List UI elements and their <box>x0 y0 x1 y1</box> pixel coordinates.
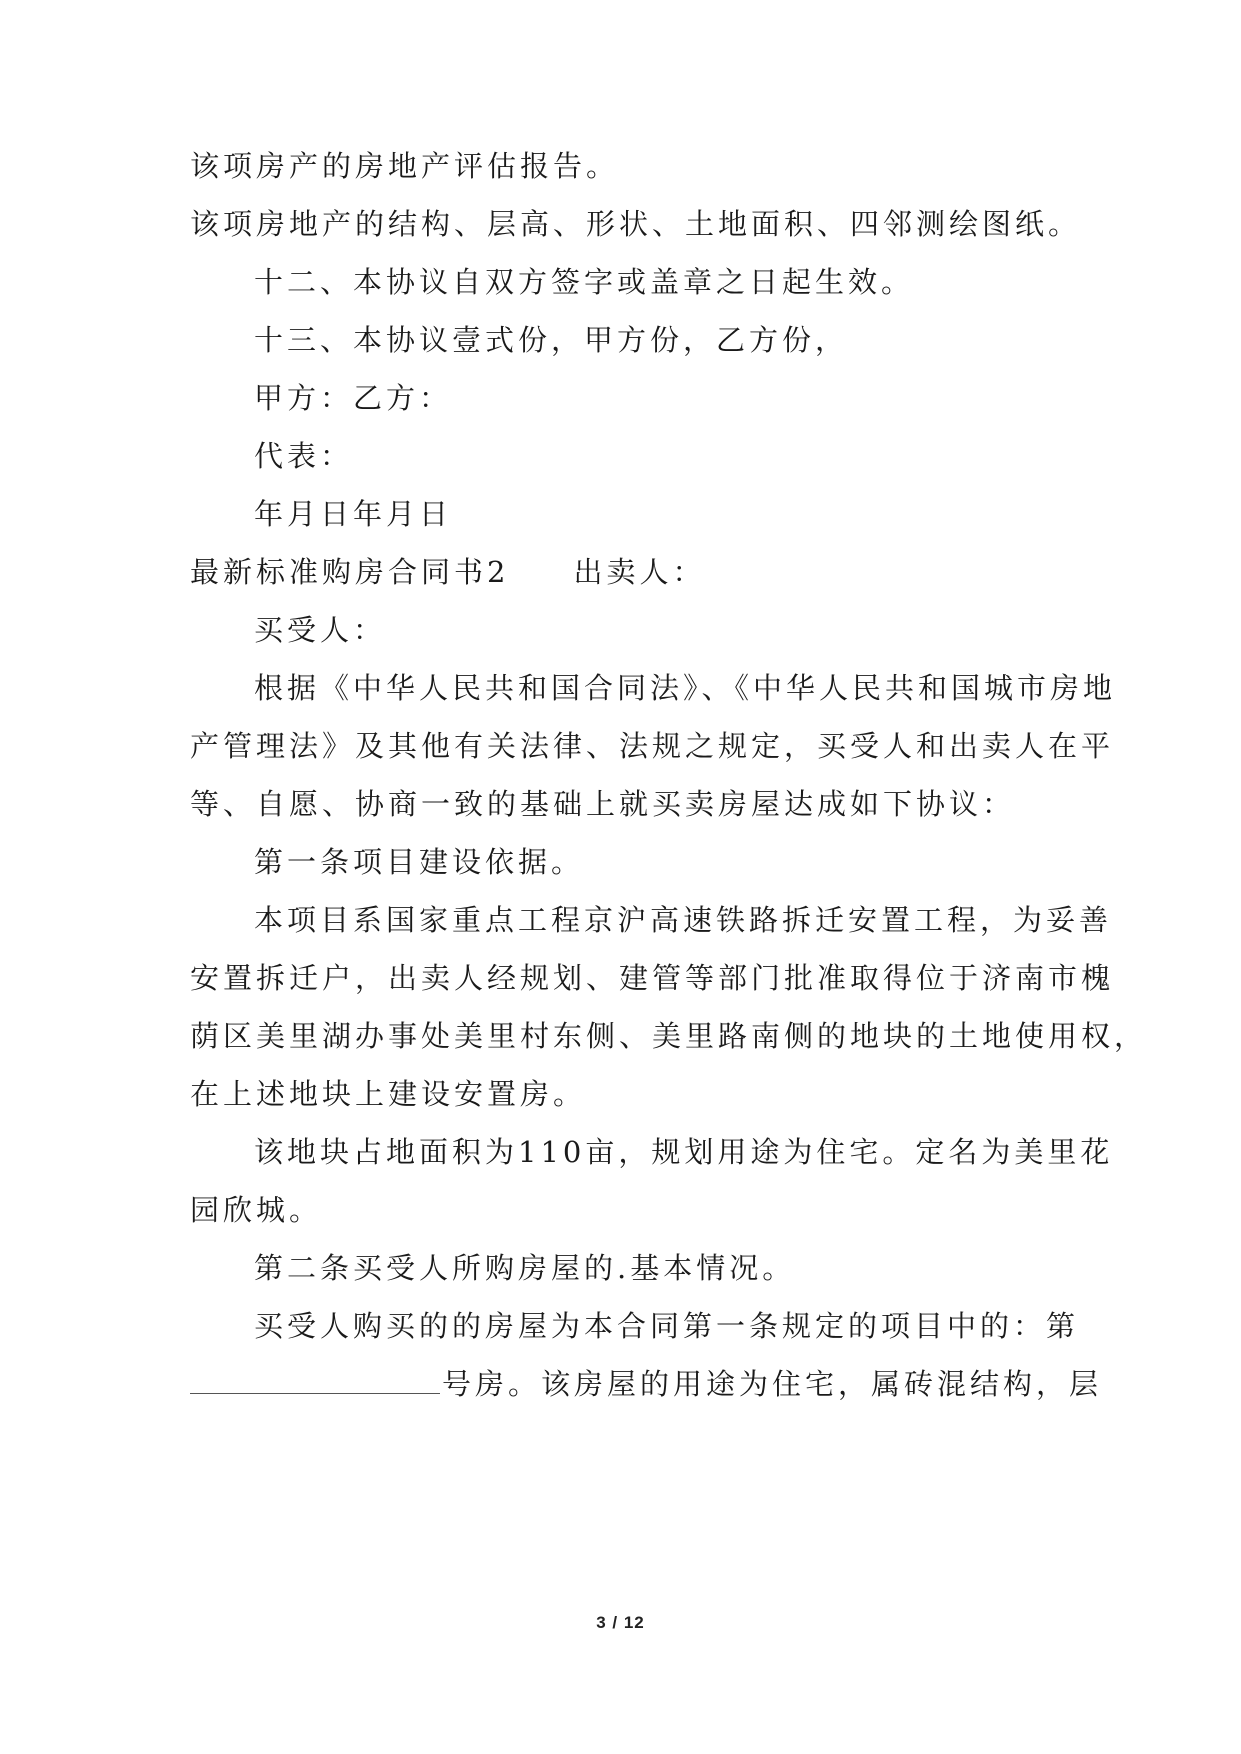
text-line: 产管理法》及其他有关法律、法规之规定，买受人和出卖人在平 <box>190 729 1115 763</box>
text-line: 该项房地产的结构、层高、形状、土地面积、四邻测绘图纸。 <box>190 207 1082 241</box>
text-line: 荫区美里湖办事处美里村东侧、美里路南侧的地块的土地使用权， <box>190 1019 1148 1053</box>
section-title: 最新标准购房合同书2 <box>190 555 510 589</box>
text-line: 年月日年月日 <box>254 497 453 531</box>
fill-in-blank <box>190 1371 440 1394</box>
text-fragment: 号房。该房屋的用途为住宅，属砖混结构，层 <box>442 1367 1103 1401</box>
text-line: 十二、本协议自双方签字或盖章之日起生效。 <box>254 265 915 299</box>
text-line: 甲方：乙方： <box>254 381 453 415</box>
text-line: 本项目系国家重点工程京沪高速铁路拆迁安置工程，为妥善 <box>254 903 1113 937</box>
text-line: 等、自愿、协商一致的基础上就买卖房屋达成如下协议： <box>190 787 1016 821</box>
text-line: 第二条买受人所购房屋的.基本情况。 <box>254 1251 796 1285</box>
section-title-line <box>190 552 705 592</box>
text-line: 安置拆迁户，出卖人经规划、建管等部门批准取得位于济南市槐 <box>190 961 1115 995</box>
text-line: 在上述地块上建设安置房。 <box>190 1077 587 1111</box>
text-line: 买受人购买的的房屋为本合同第一条规定的项目中的：第 <box>254 1309 1080 1343</box>
text-line: 代表： <box>254 439 354 473</box>
seller-label: 出卖人： <box>573 555 706 589</box>
fill-in-line <box>190 1364 1102 1404</box>
text-line: 买受人： <box>254 613 387 647</box>
text-line: 十三、本协议壹式份，甲方份，乙方份， <box>254 323 849 357</box>
text-line: 园欣城。 <box>190 1193 323 1227</box>
text-line: 该项房产的房地产评估报告。 <box>190 149 620 183</box>
text-line: 根据《中华人民共和国合同法》、《中华人民共和国城市房地 <box>254 671 1117 705</box>
page-number: 3 / 12 <box>596 1613 645 1632</box>
text-line: 该地块占地面积为110亩，规划用途为住宅。定名为美里花 <box>254 1135 1114 1169</box>
text-line: 第一条项目建设依据。 <box>254 845 585 879</box>
